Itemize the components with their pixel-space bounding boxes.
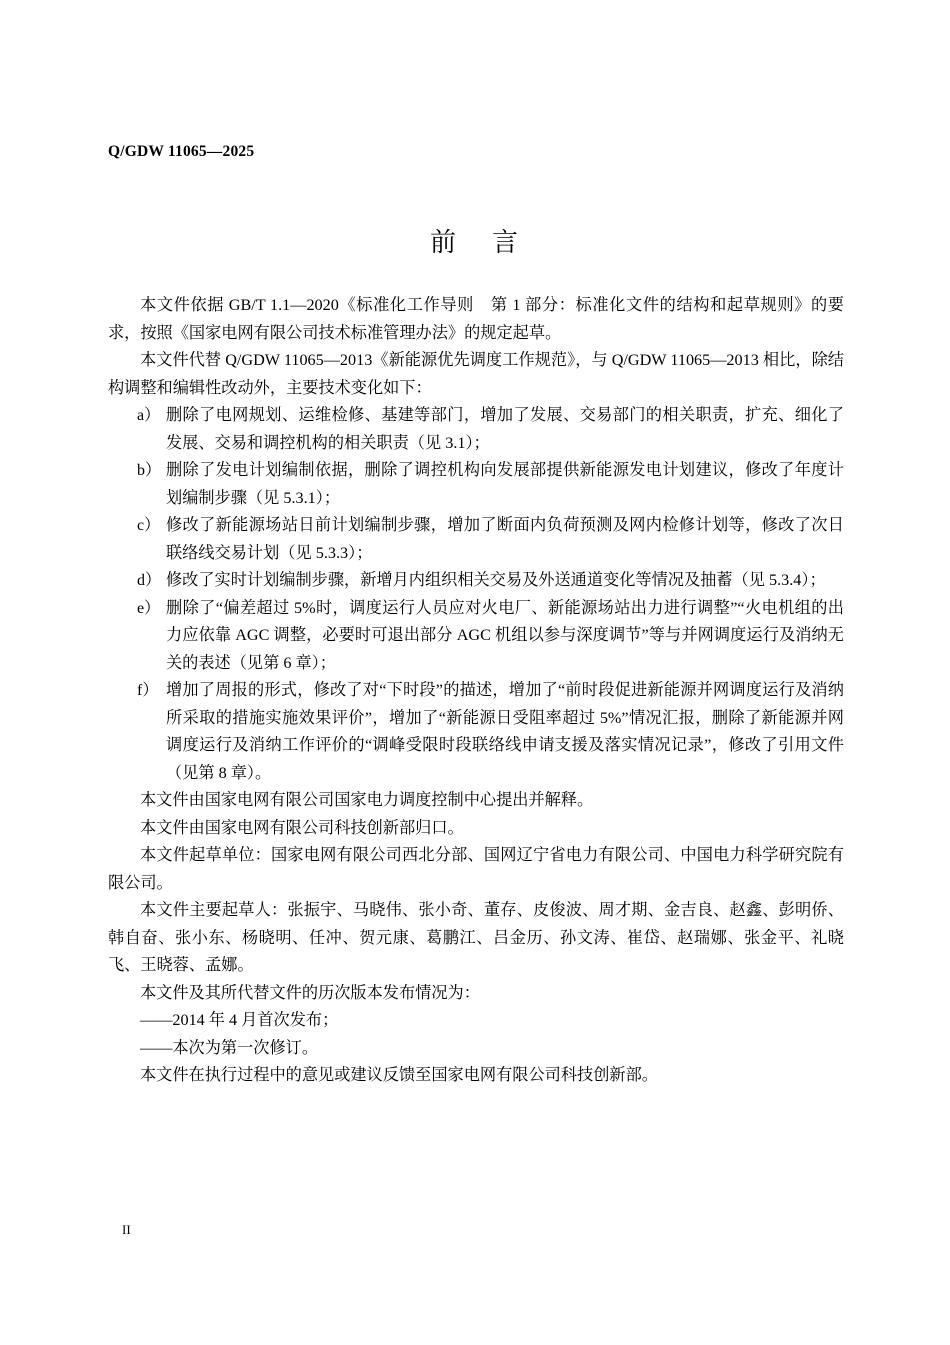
list-item xyxy=(108,595,844,678)
list-item xyxy=(108,512,844,567)
list-item-marker: d） xyxy=(137,572,162,589)
paragraph-basis: 本文件依据 GB/T 1.1—2020《标准化工作导则 第 1 部分：标准化文件的结构和起草规则》的要求，按照《国家电网有限公司技术标准管理办法》的规定起草。 xyxy=(108,296,844,342)
paragraph-proposer: 本文件由国家电网有限公司国家电力调度控制中心提出并解释。 xyxy=(140,791,594,809)
list-item-text: 修改了新能源场站日前计划编制步骤，增加了断面内负荷预测及网内检修计划等，修改了次日联络线交易计划（见 5.3.3）； xyxy=(166,516,844,562)
list-item-text: 删除了电网规划、运维检修、基建等部门，增加了发展、交易部门的相关职责，扩充、细化了发展、交易和调控机构的相关职责（见 3.1）； xyxy=(166,406,844,452)
list-item-text: 删除了发电计划编制依据，删除了调控机构向发展部提供新能源发电计划建议，修改了年度计划编制步骤（见 5.3.1）； xyxy=(166,461,844,507)
list-item-marker: c） xyxy=(137,517,161,534)
list-item xyxy=(108,457,844,512)
paragraph-administrator: 本文件由国家电网有限公司科技创新部归口。 xyxy=(140,818,464,837)
page-title-char-2: 言 xyxy=(492,228,521,258)
paragraph-drafters: 本文件主要起草人：张振宇、马晓伟、张小奇、董存、皮俊波、周才期、金吉良、赵鑫、彭明侨、韩自奋、张小东、杨晓明、任冲、贺元康、葛鹏江、吕金历、孙文涛、崔岱、赵瑞娜、张金平、礼晓飞、王晓蓉、孟娜。 xyxy=(108,901,844,974)
list-item-marker: a） xyxy=(137,407,161,424)
list-item xyxy=(108,567,844,595)
page-title-char-1: 前 xyxy=(429,228,458,258)
technical-changes-list xyxy=(108,402,844,787)
list-item-text: 增加了周报的形式，修改了对“下时段”的描述，增加了“前时段促进新能源并网调度运行及消纳所采取的措施实施效果评价”，增加了“新能源日受阻率超过 5%”情况汇报，删除了新能源并网调度运行及消纳工作评价的“调峰受限时段联络线申请支援及落实情况记录”，修改了引用文件（见第 8 章）。 xyxy=(166,681,844,782)
paragraph-history-intro: 本文件及其所代替文件的历次版本发布情况为： xyxy=(140,983,480,1002)
list-item-text: 修改了实时计划编制步骤，新增月内组织相关交易及外送通道变化等情况及抽蓄（见 5.3.4）； xyxy=(166,571,826,589)
history-item-first-release: ——2014 年 4 月首次发布； xyxy=(140,1011,339,1029)
list-item-text: 删除了“偏差超过 5%时，调度运行人员应对火电厂、新能源场站出力进行调整”“火电机组的出力应依靠 AGC 调整，必要时可退出部分 AGC 机组以参与深度调节”等与并网调度运行及消纳无关的表述（见第 6 章）； xyxy=(166,598,844,672)
foreword-body xyxy=(108,292,844,1090)
document-header-standard-number: Q/GDW 11065—2025 xyxy=(108,143,255,160)
list-item-marker: f） xyxy=(137,682,159,699)
paragraph-supersedes: 本文件代替 Q/GDW 11065—2013《新能源优先调度工作规范》，与 Q/GDW 11065—2013 相比，除结构调整和编辑性改动外，主要技术变化如下： xyxy=(108,351,844,397)
list-item xyxy=(108,677,844,787)
list-item xyxy=(108,402,844,457)
history-item-revision: ——本次为第一次修订。 xyxy=(140,1038,319,1057)
page-title xyxy=(0,222,950,259)
paragraph-feedback: 本文件在执行过程中的意见或建议反馈至国家电网有限公司科技创新部。 xyxy=(140,1066,658,1084)
list-item-marker: e） xyxy=(137,599,161,617)
paragraph-drafting-units: 本文件起草单位：国家电网有限公司西北分部、国网辽宁省电力有限公司、中国电力科学研究院有限公司。 xyxy=(108,846,844,892)
list-item-marker: b） xyxy=(137,462,162,479)
page-number: II xyxy=(122,1222,131,1237)
